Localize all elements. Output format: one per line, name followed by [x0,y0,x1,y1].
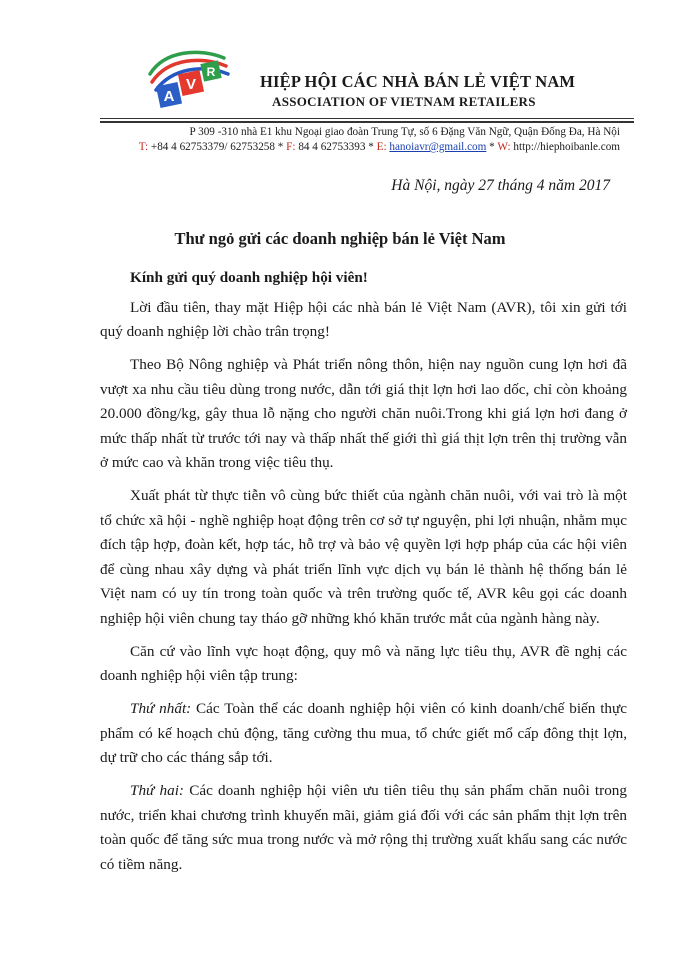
email-label: E: [376,141,387,153]
letterhead-rule-bottom [100,121,634,123]
phone-value: +84 4 62753379/ 62753258 * [148,141,287,153]
letterhead [0,0,680,160]
fax-value: 84 4 62753393 * [295,141,377,153]
letter-body [100,266,627,886]
logo-letter-v: V [185,76,197,93]
avr-logo [140,44,240,120]
date-line: Hà Nội, ngày 27 tháng 4 năm 2017 [391,177,610,194]
fax-label: F: [286,141,296,153]
org-address: P 309 -310 nhà E1 khu Ngoại giao đoàn Trung Tự, số 6 Đặng Văn Ngữ, Quận Đống Đa, Hà Nội [189,126,620,138]
email-link[interactable]: hanoiavr@gmail.com [389,141,487,153]
phone-label: T: [138,141,149,153]
web-label: W: [497,141,511,153]
paragraph-context: Theo Bộ Nông nghiệp và Phát triển nông thôn, hiện nay nguồn cung lợn hơi đã vượt xa nhu cầu tiêu dùng trong nước, dẫn tới giá thịt lợn hơi lao dốc, chỉ còn khoảng 20.000 đồng/kg, gây thua lỗ nặng cho người chăn nuôi.Trong khi giá lợn hơi đang ở mức thấp nhất từ trước tới nay và thấp nhất thế giới thì giá thịt lợn trên thị trường vẫn ở mức cao và khăn trong việc tiêu thụ. [100,356,627,471]
web-separator: * [486,141,498,153]
proposal-item-2 [100,779,627,877]
salutation: Kính gửi quý doanh nghiệp hội viên! [130,269,368,286]
paragraph-call-to-action: Xuất phát từ thực tiễn vô cùng bức thiết của ngành chăn nuôi, với vai trò là một tổ chức xã hội - nghề nghiệp hoạt động trên cơ sở tự nguyện, phi lợi nhuận, nhằm mục đích tập hợp, đoàn kết, hợp tác, hỗ trợ và bảo vệ quyền lợi hợp pháp của các hội viên để cùng nhau xây dựng và phát triển lĩnh vực dịch vụ bán lẻ thành hệ thống bán lẻ Việt nam có uy tín trong toàn quốc và trên trường quốc tế, AVR kêu gọi các doanh nghiệp hội viên chung tay tháo gỡ những khó khăn trước mắt của ngành hàng này. [100,487,627,627]
proposal-item-2-label: Thứ hai: [130,782,184,799]
logo-letter-r: R [206,65,216,79]
web-value: http://hiephoibanle.com [510,141,620,153]
paragraph-proposal-intro: Căn cứ vào lĩnh vực hoạt động, quy mô và năng lực tiêu thụ, AVR đề nghị các doanh nghiệp hội viên tập trung: [100,642,627,684]
org-name-en: ASSOCIATION OF VIETNAM RETAILERS [272,94,536,109]
proposal-item-1 [100,697,627,771]
letterhead-rule-top [100,118,634,119]
letter-title: Thư ngỏ gửi các doanh nghiệp bán lẻ Việt Nam [174,229,506,248]
proposal-item-1-label: Thứ nhất: [130,700,192,717]
proposal-item-1-text: Các Toàn thể các doanh nghiệp hội viên có kinh doanh/chế biến thực phẩm có kế hoạch chủ động, tăng cường thu mua, tổ chức giết mổ cấp đông thịt lợn, dự trữ cho các tháng sắp tới. [100,700,627,766]
logo-letter-a: A [163,88,175,105]
proposal-item-2-text: Các doanh nghiệp hội viên ưu tiên tiêu thụ sản phẩm chăn nuôi trong nước, triển khai chương trình khuyến mãi, giảm giá đối với các sản phẩm thịt lợn trên toàn quốc để tăng sức mua trong nước và mở rộng thị trường xuất khẩu sang các nước có tiềm năng. [100,782,627,873]
paragraph-greeting: Lời đầu tiên, thay mặt Hiệp hội các nhà bán lẻ Việt Nam (AVR), tôi xin gửi tới quý doanh nghiệp lời chào trân trọng! [100,298,627,340]
org-name-vn: HIỆP HỘI CÁC NHÀ BÁN LẺ VIỆT NAM [260,72,576,91]
org-contact [60,141,620,153]
